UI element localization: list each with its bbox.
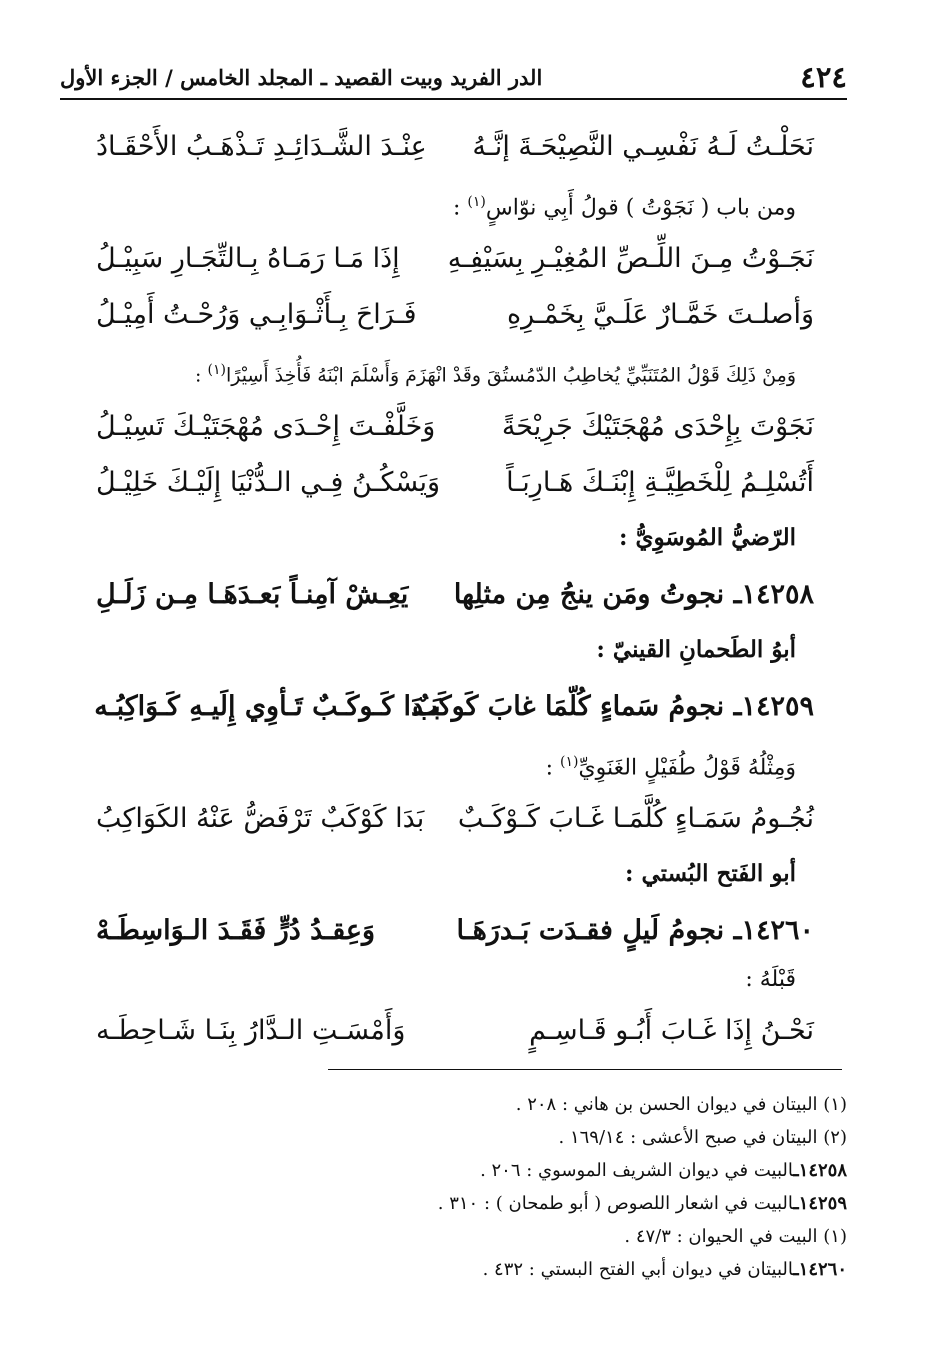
main-text — [96, 118, 814, 1058]
first-hemistich: وَأصلـتَ خَمَّـارٌ عَلَـيَّ بِخَمْـرِهِ — [506, 298, 814, 330]
second-hemistich: بَدَا كَوْكَبٌ تَرْفَضُّ عَنْهُ الكَوَاكِبُ — [96, 802, 425, 834]
prose-line — [78, 734, 814, 790]
page-header — [60, 52, 847, 100]
verse-line — [96, 790, 814, 846]
footnote — [60, 1187, 847, 1220]
prose-tail: : — [545, 755, 560, 781]
prose-text: وَمِنْ ذَلِكَ قَوْلُ المُتَنَبِّيِّ يُخاطِبُ الدّمُستُقَ وقَدْ انْهَزَمَ وَأَسْلَمَ ابْنَهُ فَأُخِذَ أَسِيْرًا — [225, 364, 796, 387]
first-hemistich: نَحْـنُ إِذَا غَـابَ أَبُـو قَـاسِـمٍ — [529, 1014, 814, 1046]
second-hemistich: فَـرَاحَ بِـأَثْـوَابِـي وَرُحْـتُ أَمِيْـلُ — [96, 298, 417, 330]
footnote — [60, 1253, 847, 1286]
first-hemistich: نُجُـومُ سَمَـاءٍ كُلَّمَـا غَـابَ كَـوْكَـبٌ — [457, 802, 814, 834]
numbered-verse — [96, 902, 814, 958]
poet-name-text: أبو الفَتح البُستي : — [625, 860, 796, 887]
footnote — [60, 1220, 847, 1253]
first-hemistich-text: نجومُ سَماءٍ كُلّمَا غابَ كَوكَبٌ — [412, 690, 725, 722]
prose-line — [78, 342, 814, 398]
footnote-marker: (١) — [559, 754, 579, 770]
first-hemistich-text: نجومُ لَيلٍ فقـدَت بَـدرَهَـا — [456, 914, 725, 946]
footnote — [60, 1121, 847, 1154]
verse-line — [96, 118, 814, 174]
verse-number: ١٤٢٥٨ـ — [733, 578, 814, 610]
first-hemistich — [453, 578, 814, 610]
verse-number: ١٤٢٥٩ـ — [733, 690, 814, 722]
footnote-marker: (١) — [467, 194, 486, 210]
second-hemistich: وَعِقـدُ دُرٍّ فَقَـدَ الـوَاسِطَـهْ — [96, 914, 376, 946]
footnotes — [60, 1088, 847, 1286]
footnote — [60, 1088, 847, 1121]
poet-name — [78, 622, 814, 678]
verse-line — [96, 398, 814, 454]
second-hemistich: بَـدَا كَـوكَـبٌ تَـأوِي إِلَيـهِ كَـوَاكِبُـه — [94, 690, 441, 722]
first-hemistich: نَحَلْـتُ لَـهُ نَفْسِـي النَّصِيْحَـةَ إنَّـهُ — [472, 130, 814, 162]
first-hemistich — [456, 914, 814, 946]
numbered-verse — [96, 566, 814, 622]
first-hemistich: أَتُسْلِـمُ لِلْخَطِيَّـةِ إِبْنَـكَ هَـارِبَـاً — [506, 466, 814, 498]
poet-name — [78, 846, 814, 902]
second-hemistich: وَخَلَّفْـتَ إِحْـدَى مُهْجَتَيْـكَ تَسِيْـلُ — [96, 410, 436, 442]
footnote-marker: (١) — [207, 362, 226, 378]
prose-text: وَمِثْلُهُ قَوْلُ طُفَيْلٍ الغَنَوِيِّ — [578, 755, 796, 781]
page-number: ٤٢٤ — [800, 60, 847, 94]
prose-line — [78, 958, 814, 1002]
first-hemistich: نَجَـوْتُ مِـنَ اللِّـصِّ المُغِيْـرِ بِسَيْفِـهِ — [447, 242, 814, 274]
verse-line — [96, 1002, 814, 1058]
footnote-text: (١) البيتان في ديوان الحسن بن هاني : ٢٠٨ . — [515, 1094, 847, 1115]
second-hemistich: وَأَمْسَـتِ الـدَّارُ بِنَـا شَـاحِطَـه — [96, 1014, 406, 1046]
footnote-number: ١٤٢٦٠ـ — [793, 1259, 847, 1280]
footnote-text: البيت في اشعار اللصوص ( أبو طمحان ) : ٣١٠ . — [437, 1193, 794, 1214]
verse-line — [96, 230, 814, 286]
verse-line — [96, 286, 814, 342]
second-hemistich: يَعِـشْ آمِنـاً بَعـدَهَـا مِـن زَلَـلِ — [96, 578, 409, 610]
second-hemistich: إِذَا مَـا رَمَـاهُ بِـالتِّجَـارِ سَبِيْـلُ — [96, 242, 400, 274]
footnote-text: البيت في ديوان الشريف الموسوي : ٢٠٦ . — [480, 1160, 794, 1181]
prose-text: قَبْلَهُ : — [745, 967, 796, 992]
first-hemistich — [412, 690, 814, 722]
first-hemistich-text: نجوتُ ومَن ينجُ مِن مثلِها — [453, 578, 725, 610]
prose-tail: : — [453, 195, 468, 221]
second-hemistich: وَيَسْكُـنُ فِـي الـدُّنْيَا إِلَيْـكَ خَلِيْـلُ — [96, 466, 441, 498]
footnote-text: (١) البيت في الحيوان : ٤٧/٣ . — [624, 1226, 847, 1247]
poet-name-text: أبوُ الطَحمانِ القينيّ : — [596, 636, 796, 663]
verse-number: ١٤٢٦٠ـ — [733, 914, 814, 946]
prose-line — [78, 174, 814, 230]
footnote-text: البيتان في ديوان أبي الفتح البستي : ٤٣٢ . — [482, 1259, 794, 1280]
poet-name — [78, 510, 814, 566]
prose-text: ومن باب ( نَجَوْتُ ) قولُ أَبِي نوّاسٍ — [485, 195, 796, 221]
footnote-divider — [328, 1069, 842, 1070]
first-hemistich: نَجَوْتَ بِإِحْدَى مُهْجَتَيْكَ جَرِيْحَةً — [501, 410, 814, 442]
prose-tail: : — [195, 364, 208, 387]
second-hemistich: عِنْـدَ الشَّـدَائِـدِ تَـذْهَـبُ الأَحْقَـادُ — [96, 130, 427, 162]
footnote-number: ١٤٢٥٨ـ — [793, 1160, 847, 1181]
footnote — [60, 1154, 847, 1187]
footnote-number: ١٤٢٥٩ـ — [793, 1193, 847, 1214]
running-title: الدر الفريد وبيت القصيد ـ المجلد الخامس / الجزء الأول — [60, 65, 543, 90]
poet-name-text: الرّضيُّ المُوسَوِيُّ : — [618, 524, 796, 551]
numbered-verse — [96, 678, 814, 734]
footnote-text: (٢) البيتان في صبح الأعشى : ١٦٩/١٤ . — [558, 1127, 847, 1148]
verse-line — [96, 454, 814, 510]
